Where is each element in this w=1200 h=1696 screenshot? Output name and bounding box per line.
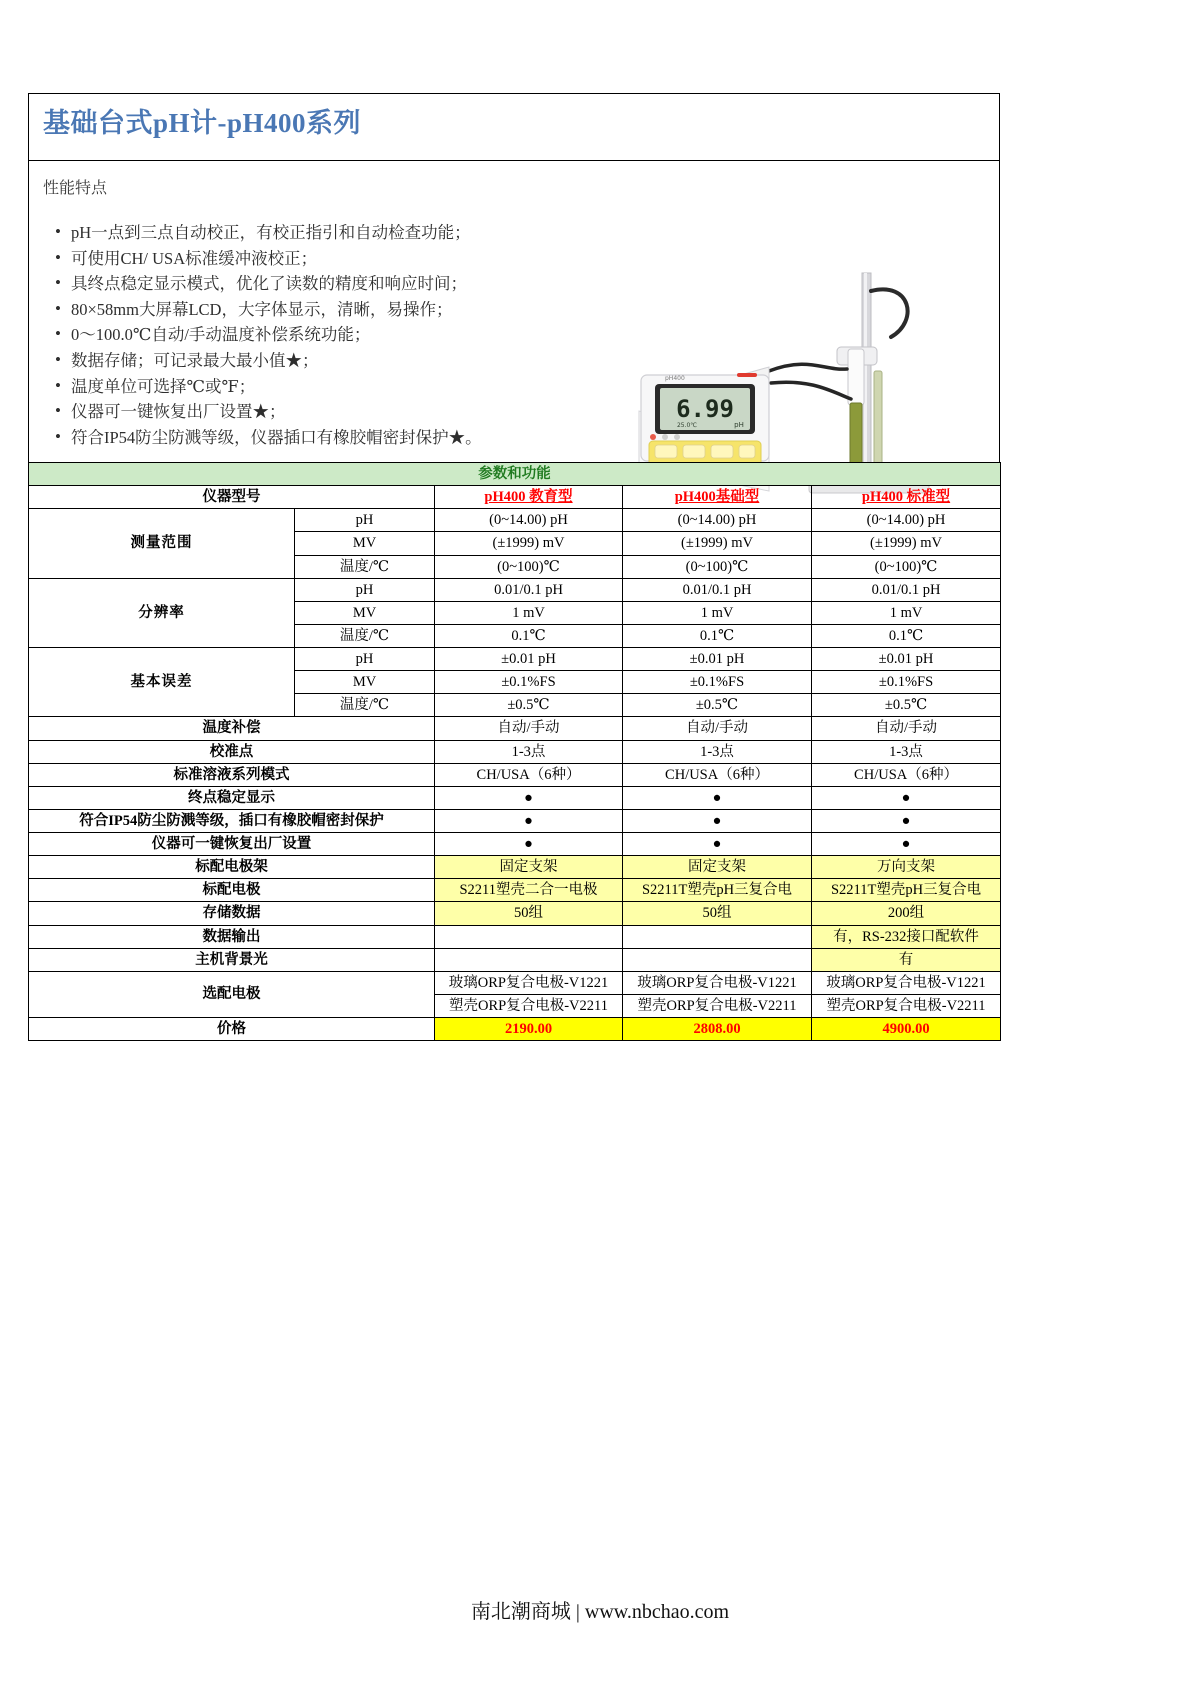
cell-value: 1 mV — [435, 601, 623, 624]
price-value-1: 2190.00 — [435, 1018, 623, 1041]
cell-value: S2211T塑壳pH三复合电 — [623, 879, 812, 902]
feature-dot: ● — [812, 809, 1001, 832]
sub-label: 温度/℃ — [295, 624, 435, 647]
feature-dot: ● — [623, 809, 812, 832]
model-name-3: pH400 标准型 — [812, 486, 1001, 509]
feature-dot: ● — [623, 786, 812, 809]
cell-value: ±0.1%FS — [435, 671, 623, 694]
page-title: 基础台式pH计-pH400系列 — [43, 108, 362, 138]
cell-value: 塑壳ORP复合电极-V2211 — [435, 994, 623, 1017]
feature-dot: ● — [623, 833, 812, 856]
feature-dot: ● — [812, 833, 1001, 856]
specification-table — [28, 462, 1001, 1041]
cell-value: 万向支架 — [812, 856, 1001, 879]
cell-value: 1-3点 — [812, 740, 1001, 763]
title-bar — [29, 94, 999, 161]
cell-value: 0.1℃ — [435, 624, 623, 647]
cell-value — [435, 948, 623, 971]
cell-value: 50组 — [435, 902, 623, 925]
model-name-1: pH400 教育型 — [435, 486, 623, 509]
cell-value: ±0.01 pH — [435, 648, 623, 671]
list-item: • 80×58mm大屏幕LCD，大字体显示，清晰，易操作； — [55, 297, 985, 323]
list-item: • 温度单位可选择℃或℉； — [55, 374, 985, 400]
cell-value: CH/USA（6种） — [435, 763, 623, 786]
cell-value: 0.01/0.1 pH — [623, 578, 812, 601]
lcd-reading: 6.99 — [676, 395, 734, 423]
list-item: • 仪器可一键恢复出厂设置★； — [55, 399, 985, 425]
table-row — [29, 971, 1001, 994]
cell-value: 0.1℃ — [812, 624, 1001, 647]
cell-value: (±1999) mV — [623, 532, 812, 555]
cell-value — [435, 925, 623, 948]
cell-value: 固定支架 — [435, 856, 623, 879]
cell-value: 0.01/0.1 pH — [435, 578, 623, 601]
table-row — [29, 763, 1001, 786]
cell-value: (0~14.00) pH — [623, 509, 812, 532]
cell-value: 有 — [812, 948, 1001, 971]
features-section — [29, 161, 999, 466]
row-label-price: 价格 — [29, 1018, 435, 1041]
table-row-band — [29, 463, 1001, 486]
cell-value: 玻璃ORP复合电极-V1221 — [435, 971, 623, 994]
table-row — [29, 648, 1001, 671]
row-label-temp-compensation: 温度补偿 — [29, 717, 435, 740]
cell-value: S2211T塑壳pH三复合电 — [812, 879, 1001, 902]
cell-value: ±0.01 pH — [623, 648, 812, 671]
cell-value: 0.01/0.1 pH — [812, 578, 1001, 601]
svg-text:25.0℃: 25.0℃ — [676, 422, 698, 429]
model-name-2: pH400基础型 — [623, 486, 812, 509]
row-label-calibration-points: 校准点 — [29, 740, 435, 763]
cell-value: ±0.01 pH — [812, 648, 1001, 671]
table-row — [29, 948, 1001, 971]
feature-dot: ● — [435, 833, 623, 856]
table-row — [29, 879, 1001, 902]
cell-value — [623, 925, 812, 948]
list-item: • 具终点稳定显示模式，优化了读数的精度和响应时间； — [55, 271, 985, 297]
row-label-standard-electrode: 标配电极 — [29, 879, 435, 902]
device-brand: pH400 — [665, 375, 685, 382]
list-item: • pH一点到三点自动校正，有校正指引和自动检查功能； — [55, 220, 985, 246]
cell-value: (±1999) mV — [812, 532, 1001, 555]
model-header-label: 仪器型号 — [29, 486, 435, 509]
cell-value: CH/USA（6种） — [812, 763, 1001, 786]
svg-text:pH: pH — [734, 421, 744, 429]
cell-value: 玻璃ORP复合电极-V1221 — [623, 971, 812, 994]
cell-value: 塑壳ORP复合电极-V2211 — [623, 994, 812, 1017]
cell-value: 自动/手动 — [623, 717, 812, 740]
cell-value: 50组 — [623, 902, 812, 925]
cell-value: 有，RS-232接口配软件 — [812, 925, 1001, 948]
price-value-3: 4900.00 — [812, 1018, 1001, 1041]
document-frame — [28, 93, 1000, 467]
cell-value: 0.1℃ — [623, 624, 812, 647]
group-label-basic-error: 基本误差 — [29, 648, 295, 717]
feature-dot: ● — [812, 786, 1001, 809]
table-row — [29, 578, 1001, 601]
list-item: • 数据存储；可记录最大最小值★； — [55, 348, 985, 374]
cell-value: (0~14.00) pH — [812, 509, 1001, 532]
table-row — [29, 925, 1001, 948]
table-row — [29, 902, 1001, 925]
list-item: • 可使用CH/ USA标准缓冲液校正； — [55, 246, 985, 272]
cell-value: (0~100)℃ — [623, 555, 812, 578]
table-row-price — [29, 1018, 1001, 1041]
cell-value: ±0.1%FS — [812, 671, 1001, 694]
table-row — [29, 509, 1001, 532]
cell-value: 自动/手动 — [812, 717, 1001, 740]
sub-label: 温度/℃ — [295, 694, 435, 717]
cell-value: 自动/手动 — [435, 717, 623, 740]
table-row — [29, 740, 1001, 763]
cell-value: 塑壳ORP复合电极-V2211 — [812, 994, 1001, 1017]
cell-value: 200组 — [812, 902, 1001, 925]
cell-value: (0~100)℃ — [435, 555, 623, 578]
table-row — [29, 809, 1001, 832]
table-row-models — [29, 486, 1001, 509]
table-row — [29, 786, 1001, 809]
price-value-2: 2808.00 — [623, 1018, 812, 1041]
feature-dot: ● — [435, 809, 623, 832]
row-label-electrode-holder: 标配电极架 — [29, 856, 435, 879]
cell-value: ±0.5℃ — [623, 694, 812, 717]
row-label-endpoint-stable: 终点稳定显示 — [29, 786, 435, 809]
sub-label: MV — [295, 601, 435, 624]
cell-value: (±1999) mV — [435, 532, 623, 555]
row-label-factory-reset: 仪器可一键恢复出厂设置 — [29, 833, 435, 856]
cell-value: 1 mV — [623, 601, 812, 624]
sub-label: pH — [295, 509, 435, 532]
row-label-data-output: 数据输出 — [29, 925, 435, 948]
cell-value: (0~100)℃ — [812, 555, 1001, 578]
cell-value: ±0.5℃ — [812, 694, 1001, 717]
sub-label: 温度/℃ — [295, 555, 435, 578]
table-row — [29, 717, 1001, 740]
cell-value: CH/USA（6种） — [623, 763, 812, 786]
cell-value: 玻璃ORP复合电极-V1221 — [812, 971, 1001, 994]
row-label-optional-electrode: 选配电极 — [29, 971, 435, 1017]
sub-label: MV — [295, 671, 435, 694]
sub-label: pH — [295, 578, 435, 601]
cell-value: 1-3点 — [623, 740, 812, 763]
table-row — [29, 856, 1001, 879]
sub-label: MV — [295, 532, 435, 555]
cell-value: (0~14.00) pH — [435, 509, 623, 532]
row-label-backlight: 主机背景光 — [29, 948, 435, 971]
cell-value: 1 mV — [812, 601, 1001, 624]
cell-value: ±0.1%FS — [623, 671, 812, 694]
cell-value — [623, 948, 812, 971]
row-label-storage-data: 存储数据 — [29, 902, 435, 925]
feature-dot: ● — [435, 786, 623, 809]
cell-value: ±0.5℃ — [435, 694, 623, 717]
table-row — [29, 833, 1001, 856]
group-label-resolution: 分辨率 — [29, 578, 295, 647]
list-item: • 符合IP54防尘防溅等级，仪器插口有橡胶帽密封保护★。 — [55, 425, 985, 451]
cell-value: 固定支架 — [623, 856, 812, 879]
sub-label: pH — [295, 648, 435, 671]
row-label-buffer-series: 标准溶液系列模式 — [29, 763, 435, 786]
cell-value: 1-3点 — [435, 740, 623, 763]
list-item: • 0～100.0℃自动/手动温度补偿系统功能； — [55, 322, 985, 348]
table-band-title: 参数和功能 — [29, 463, 1001, 486]
features-heading: 性能特点 — [43, 180, 108, 197]
page-footer: 南北潮商城 | www.nbchao.com — [470, 1601, 730, 1623]
row-label-ip54: 符合IP54防尘防溅等级，插口有橡胶帽密封保护 — [29, 809, 435, 832]
cell-value: S2211塑壳二合一电极 — [435, 879, 623, 902]
group-label-measure-range: 测量范围 — [29, 509, 295, 578]
